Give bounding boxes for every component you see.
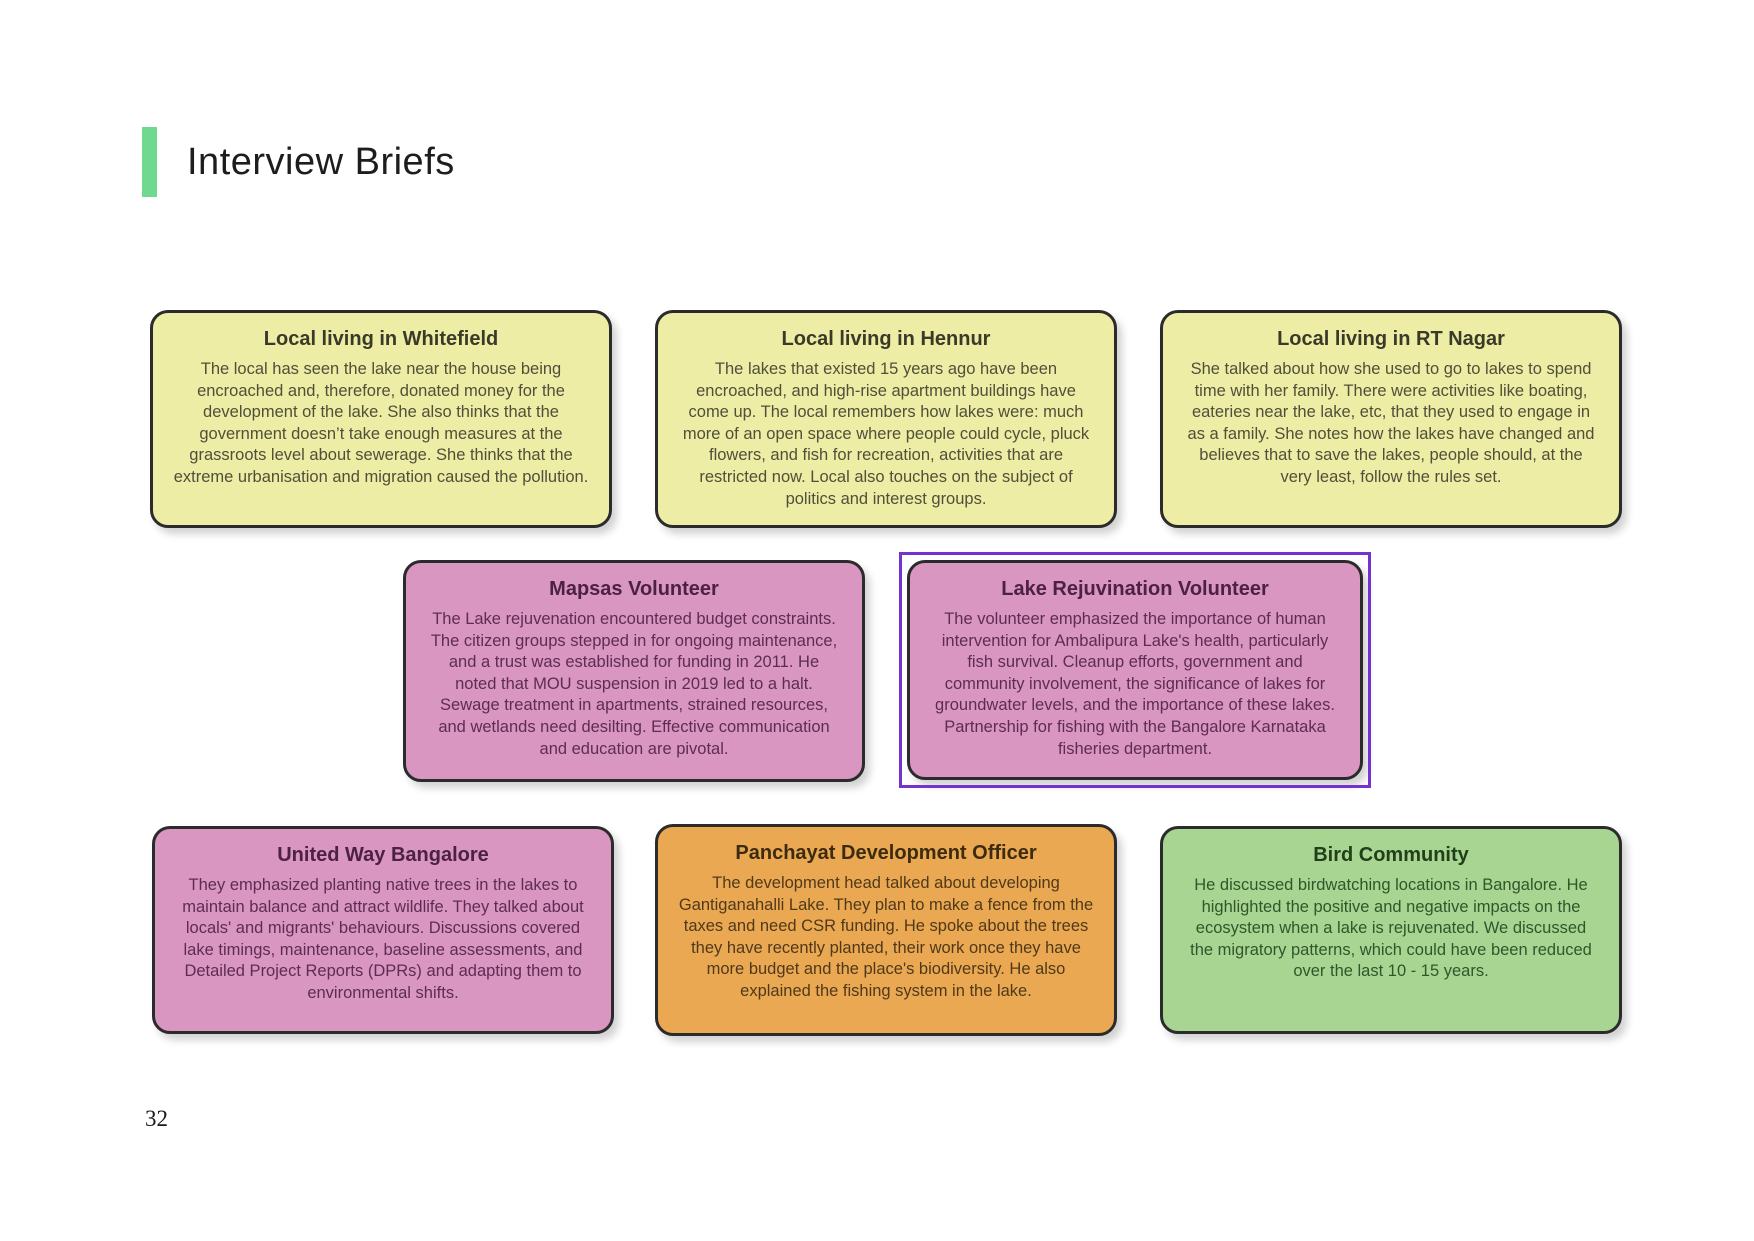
card-title: Panchayat Development Officer [735,842,1037,864]
card-body: The Lake rejuvenation encountered budget constraints. The citizen groups stepped in for ongoing maintenance, and a trust was established for funding in 2011. He noted that MOU suspension in 2019 led to a halt. Sewage treatment in apartments, strained resources, and wetlands need desilting. Effective communication and education are pivotal. [430,610,838,758]
card-body: She talked about how she used to go to lakes to spend time with her family. There were activities like boating, eateries near the lake, etc, that they used to engage in as a family. She notes how the lakes have changed and believes that to save the lakes, people should, at the very least, follow the rules set. [1187,360,1595,487]
card-body: The lakes that existed 15 years ago have been encroached, and high-rise apartment buildings have come up. The local remembers how lakes were: much more of an open space where people could cycle, pluck flowers, and fish for recreation, activities that are restricted now. Local also touches on the subject of politics and interest groups. [682,360,1090,508]
card-title: United Way Bangalore [277,844,489,866]
page-number: 32 [145,1106,168,1131]
card-panchayat-development-officer[interactable] [655,824,1117,1036]
page-title: Interview Briefs [187,140,455,183]
title-accent-bar [142,127,157,197]
card-body: The local has seen the lake near the house being encroached and, therefore, donated money for the development of the lake. She also thinks that the government doesn’t take enough measures at the grassroots level about sewerage. She thinks that the extreme urbanisation and migration caused the pollution. [173,360,589,487]
card-united-way-bangalore[interactable] [152,826,614,1034]
card-local-living-rt-nagar[interactable] [1160,310,1622,528]
card-title: Lake Rejuvination Volunteer [1001,578,1269,600]
section-header [142,127,455,197]
card-local-living-whitefield[interactable] [150,310,612,528]
card-body: They emphasized planting native trees in the lakes to maintain balance and attract wildlife. They talked about locals' and migrants' behaviours. Discussions covered lake timings, maintenance, baseline assessments, and Detailed Project Reports (DPRs) and adapting them to environmental shifts. [182,876,584,1003]
card-lake-rejuvination-volunteer[interactable] [907,560,1363,780]
card-body: The development head talked about developing Gantiganahalli Lake. They plan to make a fence from the taxes and need CSR funding. He spoke about the trees they have recently planted, their work once they have more budget and the place's biodiversity. He also explained the fishing system in the lake. [678,874,1094,1001]
card-local-living-hennur[interactable] [655,310,1117,528]
card-body: He discussed birdwatching locations in Bangalore. He highlighted the positive and negative impacts on the ecosystem when a lake is rejuvenated. We discussed the migratory patterns, which could have been reduced over the last 10 - 15 years. [1190,876,1592,981]
card-bird-community[interactable] [1160,826,1622,1034]
card-title: Bird Community [1313,844,1469,866]
card-title: Mapsas Volunteer [549,578,719,600]
card-mapsas-volunteer[interactable] [403,560,865,782]
card-title: Local living in RT Nagar [1277,328,1505,350]
card-title: Local living in Whitefield [263,328,499,350]
card-title: Local living in Hennur [781,328,991,350]
card-body: The volunteer emphasized the importance of human intervention for Ambalipura Lake's health, particularly fish survival. Cleanup efforts, government and community involvement, the significance of lakes for groundwater levels, and the importance of these lakes. Partnership for fishing with the Bangalore Karnataka fisheries department. [935,610,1335,758]
